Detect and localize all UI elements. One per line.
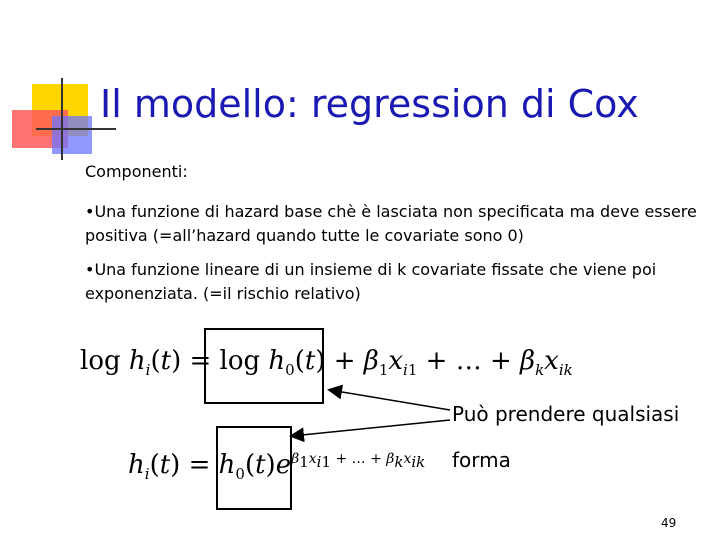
bullet-baseline-hazard: •Una funzione di hazard base chè è lasciata non specificata ma deve essere positiva (=all’hazard quando tutte le covariate sono 0): [85, 202, 697, 245]
log-hazard-formula: $\log h_i(t) = \log h_0(t) + \beta_1x_{i1}$ + … + $\beta_kx_{ik}$: [80, 346, 573, 380]
components-label: Componenti:: [85, 162, 188, 181]
page-number: 49: [661, 516, 677, 530]
annotation-text: [452, 400, 679, 474]
hazard-formula: $h_i(t) = h_0(t)e^{\beta_1x_{i1} + \dots + \beta_kx_{ik}}$: [128, 450, 426, 484]
slide-title: Il modello: regression di Cox: [100, 82, 639, 126]
bullet-linear-function: •Una funzione lineare di un insieme di k covariate fissate che viene poi exponenziata. (=il rischio relativo): [85, 260, 657, 303]
annotation-line-1: Può prendere qualsiasi: [452, 402, 680, 426]
annotation-line-2: forma: [452, 448, 511, 472]
